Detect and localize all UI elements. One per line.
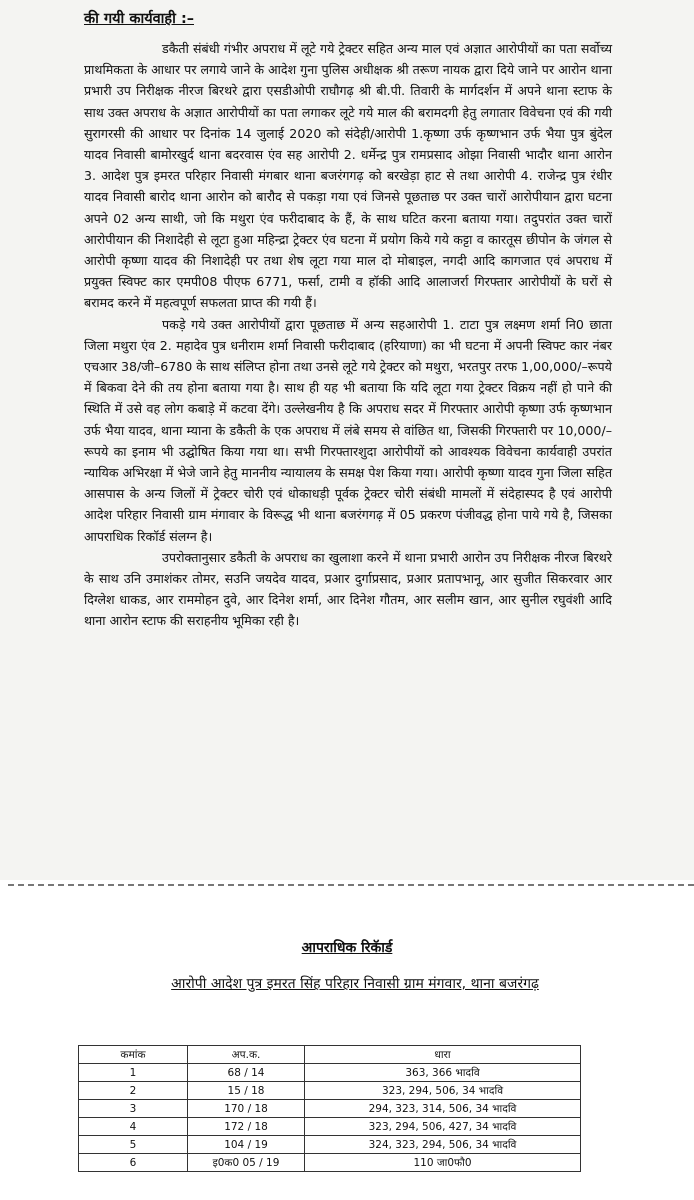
page-separator: [8, 884, 694, 886]
cell-serial: 2: [79, 1082, 188, 1100]
cell-case-number: 104 / 19: [188, 1136, 305, 1154]
column-header-case-number: अप.क.: [188, 1046, 305, 1064]
criminal-record-table: [78, 1045, 581, 1172]
cell-serial: 5: [79, 1136, 188, 1154]
cell-section: 110 जा0फौ0: [305, 1154, 581, 1172]
report-body: [84, 38, 612, 632]
cell-serial: 1: [79, 1064, 188, 1082]
cell-case-number: 15 / 18: [188, 1082, 305, 1100]
cell-case-number: 68 / 14: [188, 1064, 305, 1082]
paragraph-arrest-details: डकैती संबंधी गंभीर अपराध में लूटे गये ट्रेक्टर सहित अन्य माल एवं अज्ञात आरोपीयों का पता सर्वोच्य प्राथमिकता के आधार पर लगाये जाने के आदेश गुना पुलिस अधीक्षक श्री तरूण नायक द्वारा दिये जाने पर आरोन थाना प्रभारी उप निरीक्षक नीरज बिरथरे द्वारा एसडीओपी राघौगढ़ श्री बी.पी. तिवारी के मार्गदर्शन में अपने थाना स्टाफ के साथ उक्त अपराध के अज्ञात आरोपीयों का पता लगाकर लूटे गये माल की बरामदगी हेतु लगातार विवेचना एवं की गयी सुरागरसी की आधार पर दिनांक 14 जुलाई 2020 को संदेही/आरोपी 1.कृष्णा उर्फ कृष्णभान उर्फ भैया पुत्र बुंदेल यादव निवासी बामोरखुर्द थाना बदरवास एंव सह आरोपी 2. धर्मेन्द्र पुत्र रामप्रसाद ओझा निवासी भादौर थाना आरोन 3. आदेश पुत्र इमरत परिहार निवासी मंगबार थाना बजरंगगढ़ को बरखेड़ा हाट से तथा आरोपी 4. राजेन्द्र पुत्र रंधीर यादव निवासी बारोद थाना आरोन को बारौद से पकड़ा गया एवं जिनसे पूछताछ पर उक्त चारों आरोपीयान द्वारा घटना अपने 02 अन्य साथी, जो कि मथुरा एंव फरीदाबाद के हैं, के साथ घटित करना बताया गया। तदुपरांत उक्त चारों आरोपीयान की निशादेही से लूटा हुआ महिन्द्रा ट्रेक्टर एंव घटना में प्रयोग किये गये कट्टा व कारतूस छीपोन के जंगल से आरोपी कृष्णा यादव की निशादेही पर तथा शेष लूटा गया माल दो मोबाइल, नगदी आदि कागजात एवं अपराध में प्रयुक्त स्विफ्ट कार एमपी08 पीएफ 6771, फर्सा, टामी व हॉकी आदि आलाजर्रा गिरफ्तार आरोपीयों के घरों से बरामद करने में महत्वपूर्ण सफलता प्राप्त की गयी हैं।: [84, 41, 613, 311]
table-row: [79, 1064, 581, 1082]
cell-section: 323, 294, 506, 34 भादवि: [305, 1082, 581, 1100]
record-title: आपराधिक रिकॅार्ड: [301, 940, 393, 956]
cell-case-number: इ0क0 05 / 19: [188, 1154, 305, 1172]
table-row: [79, 1154, 581, 1172]
cell-case-number: 170 / 18: [188, 1100, 305, 1118]
cell-case-number: 172 / 18: [188, 1118, 305, 1136]
cell-section: 294, 323, 314, 506, 34 भादवि: [305, 1100, 581, 1118]
cell-serial: 3: [79, 1100, 188, 1118]
column-header-serial: कमांक: [79, 1046, 188, 1064]
record-subtitle: आरोपी आदेश पुत्र इमरत सिंह परिहार निवासी ग्राम मंगवार, थाना बजरंगढ़: [171, 976, 539, 992]
paragraph-interrogation: पकड़े गये उक्त आरोपीयों द्वारा पूछताछ में अन्य सहआरोपी 1. टाटा पुत्र लक्ष्मण शर्मा नि0 छाता जिला मथुरा एंव 2. महादेव पुत्र धनीराम शर्मा निवासी फरीदाबाद (हरियाणा) का भी घटना में अपनी स्विफ्ट कार नंबर एचआर 38/जी–6780 के साथ संलिप्त होना तथा उनसे लूटे गये ट्रेक्टर को मथुरा, भरतपुर तरफ 1,00,000/–रूपये में बिकवा देने की तय होना बताया गया है। साथ ही यह भी बताया कि यदि लूटा गया ट्रेक्टर विक्रय नहीं हो पाने की स्थिति में उसे वह लोग कबाड़े में कटवा देंगे। उल्लेखनीय है कि अपराध सदर में गिरफ्तार आरोपी कृष्णा उर्फ कृष्णभान उर्फ भैया यादव, थाना म्याना के डकैती के एक अपराध में लंबे समय से वांछित था, जिसकी गिरफ्तारी पर 10,000/–रूपये का इनाम भी उद्घोषित किया गया था। सभी गिरफ्तारशुदा आरोपीयों को आवश्यक विवेचना कार्यवाही उपरांत न्यायिक अभिरक्षा में भेजे जाने हेतु माननीय न्यायालय के समक्ष पेश किया गया। आरोपी कृष्णा यादव गुना जिला सहित आसपास के अन्य जिलों में ट्रेक्टर चोरी एवं धोकाधड़ी पूर्वक ट्रेक्टर चोरी संबंधी मामलों में संदेहास्पद है एवं आरोपी आदेश परिहार निवासी ग्राम मंगावार के विरूद्ध भी थाना बजरंगगढ़ में 05 प्रकरण पंजीवद्ध होना पाये गये है, जिसका आपराधिक रिकॉर्ड संलग्न है।: [84, 316, 612, 544]
table-row: [79, 1136, 581, 1154]
section-heading: की गयी कार्यवाही :–: [84, 11, 194, 27]
table-row: [79, 1100, 581, 1118]
table-row: [79, 1082, 581, 1100]
cell-serial: 6: [79, 1154, 188, 1172]
cell-section: 324, 323, 294, 506, 34 भादवि: [305, 1136, 581, 1154]
paragraph-commendation: उपरोक्तानुसार डकैती के अपराध का खुलाशा करने में थाना प्रभारी आरोन उप निरीक्षक नीरज बिरथरे के साथ उनि उमाशंकर तोमर, सउनि जयदेव यादव, प्रआर दुर्गाप्रसाद, प्रआर प्रतापभानू, आर सुजीत सिकरवार आर दिग्लेश धाकड, आर राममोहन दुवे, आर दिनेश शर्मा, आर दिनेश गौतम, आर सलीम खान, आर सुनील रघुवंशी आदि थाना आरोन स्टाफ की सराहनीय भूमिका रही है।: [84, 549, 612, 629]
table-row: [79, 1118, 581, 1136]
cell-serial: 4: [79, 1118, 188, 1136]
cell-section: 323, 294, 506, 427, 34 भादवि: [305, 1118, 581, 1136]
table-header-row: [79, 1046, 581, 1064]
column-header-section: धारा: [305, 1046, 581, 1064]
cell-section: 363, 366 भादवि: [305, 1064, 581, 1082]
